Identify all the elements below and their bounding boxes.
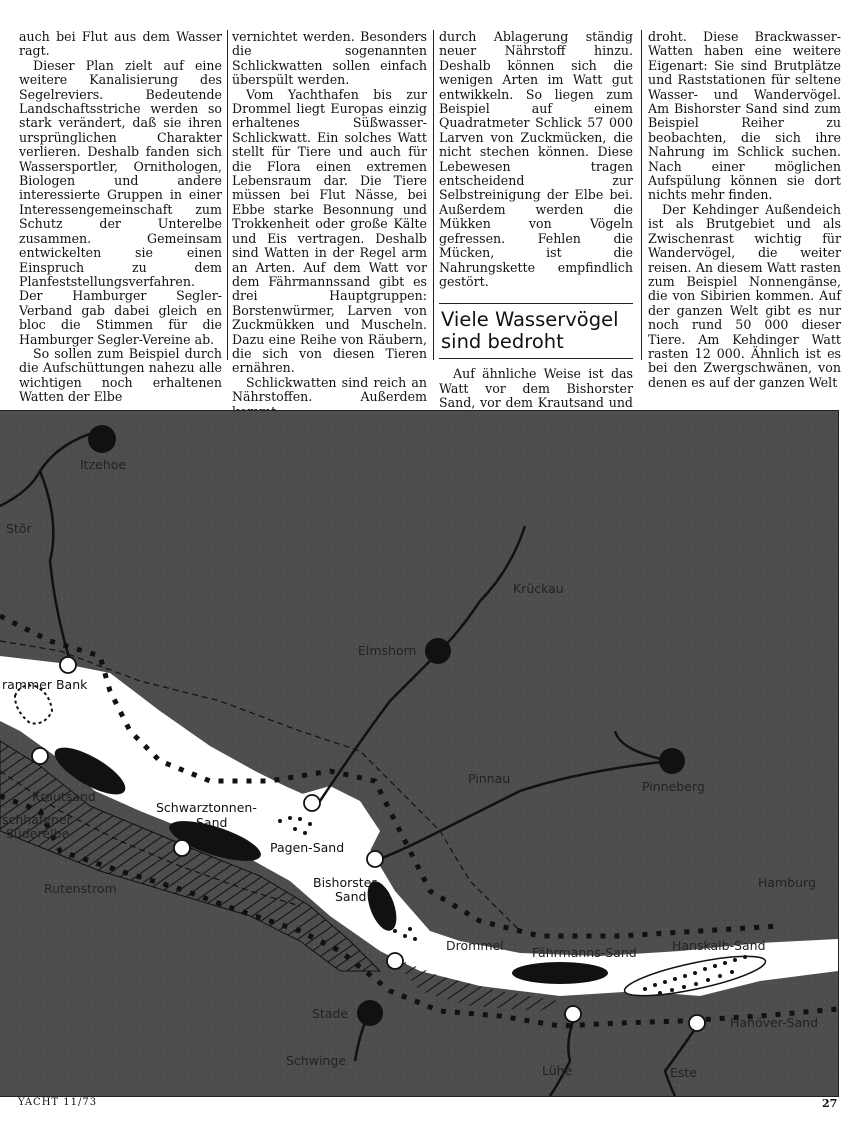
sand-bank bbox=[512, 962, 608, 984]
column-rule bbox=[433, 30, 434, 360]
paragraph: Dieser Plan zielt auf eine weitere Kanalisierung des Segelreviers. Bedeutende Landschaftsstriche werden so stark verändert, daß sie ihren ursprünglichen Charakter verlieren. Deshalb fanden sich Wassersportler, Ornithologen, Biologen und andere interessierte Gruppen in einer Interessengemeinschaft zum Schutz der Unterelbe zusammen. Gemeinsam entwickelten sie einen Einspruch zu dem Planfeststellungsverfahren. Der Hamburger Segler-Verband gab dabei gleich en bloc die Stimmen für die Hamburger Segler-Vereine ab. bbox=[19, 57, 222, 347]
label-krueckau: Krückau bbox=[513, 581, 564, 596]
label-stade: Stade bbox=[312, 1006, 349, 1021]
page-number: 27 bbox=[822, 1097, 838, 1110]
label-hamburg: Hamburg bbox=[758, 875, 816, 890]
paragraph: Der Kehdinger Außendeich ist als Brutgebiet und als Zwischenrast wichtig für Wandervögel, die weiter reisen. An diesem Watt rasten zum Beispiel Nonnengänse, die von Sibirien kommen. Auf der ganzen Welt gibt es nur noch rund 50 000 dieser Tiere. Am Kehdinger Watt rasten 12 000. Ähnlich ist es bei den Zwergschwänen, von denen es auf der ganzen Welt bbox=[648, 201, 841, 390]
paragraph: Schlickwatten sind reich an Nährstoffen. Außerdem bbox=[232, 374, 427, 405]
text-column-2 bbox=[232, 30, 427, 419]
town-stade bbox=[357, 1000, 383, 1026]
text-column-4 bbox=[648, 30, 841, 390]
label-schwarztonnen: Schwarztonnen- bbox=[156, 800, 257, 815]
town-pinneberg bbox=[659, 748, 685, 774]
label-bishorster-2: Sand bbox=[335, 889, 367, 904]
label-este: Este bbox=[670, 1065, 698, 1080]
label-bishorster: Bishorster bbox=[313, 875, 377, 890]
label-stoer: Stör bbox=[6, 521, 32, 536]
text-column-3 bbox=[439, 30, 633, 425]
paragraph: vernichtet werden. Besonders die sogenannten Schlickwatten sollen einfach überspült werden. bbox=[232, 29, 427, 88]
label-schwarztonnen-2: Sand bbox=[196, 815, 228, 830]
paragraph: droht. Diese Brackwasser-Watten haben eine weitere Eigenart: Sie sind Brutplätze und Raststationen für seltene Wasser- und Wandervögel. Am Bishorster Sand sind zum Beispiel Reiher zu beobachten, die sich ihre Nahrung im Schlick suchen. Nach einer möglichen Aufspülung können sie dort nichts mehr finden. bbox=[648, 29, 841, 203]
paragraph: auch bei Flut aus dem Wasser ragt. bbox=[19, 29, 222, 59]
label-schafener: schhafener bbox=[2, 812, 72, 827]
paragraph: Auf ähnliche Weise ist das Watt vor dem Bishorster Sand, vor dem Krautsand und bbox=[439, 366, 633, 411]
label-rammer-bank: rammer Bank bbox=[2, 677, 88, 692]
column-rule bbox=[227, 30, 228, 360]
label-suederelbe: Süderelbe bbox=[6, 826, 70, 841]
label-pinnau: Pinnau bbox=[468, 771, 511, 786]
label-hanskalb-sand: Hanskalb-Sand bbox=[672, 938, 766, 953]
elbe-map bbox=[0, 410, 839, 1097]
label-itzehoe: Itzehoe bbox=[80, 457, 127, 472]
section-headline: Viele Wasservögel sind bedroht bbox=[439, 303, 633, 359]
label-pagen-sand: Pagen-Sand bbox=[270, 840, 345, 855]
label-krautsand: Krautsand bbox=[32, 789, 96, 804]
paragraph: durch Ablagerung ständig neuer Nährstoff hinzu. Deshalb können sich die wenigen Arten im Watt gut entwikkeln. So liegen zum Beispiel auf einem Quadratmeter Schlick 57 000 Larven von Zuckmücken, die nicht stechen können. Diese Lebewesen tragen entscheidend zur Selbstreinigung der Elbe bei. Außerdem werden die Mükken von Vögeln gefressen. Fehlen die Mücken, ist die Nahrungskette empfindlich gestört. bbox=[439, 29, 633, 289]
label-pinneberg: Pinneberg bbox=[642, 779, 705, 794]
label-faehrmanns-sand: Fährmanns-Sand bbox=[532, 945, 637, 960]
town-itzehoe bbox=[88, 425, 116, 453]
label-drommel: Drommel bbox=[446, 938, 504, 953]
label-schwinge: Schwinge bbox=[286, 1053, 346, 1068]
label-rutenstrom: Rutenstrom bbox=[44, 881, 117, 896]
label-luehe: Lühe bbox=[542, 1063, 573, 1078]
label-elmshorn: Elmshorn bbox=[358, 643, 417, 658]
label-hanoever-sand: Hanöver-Sand bbox=[730, 1015, 819, 1030]
footer-publication: YACHT 11/73 bbox=[18, 1097, 98, 1108]
column-rule bbox=[641, 30, 642, 360]
town-elmshorn bbox=[425, 638, 451, 664]
paragraph: Vom Yachthafen bis zur Drommel liegt Europas einzig erhaltenes Süßwasser-Schlickwatt. Ein solches Watt stellt für Tiere und auch für die Flora einen extremen Lebensraum dar. Die Tiere müssen bei Flut Nässe, bei Ebbe starke Besonnung und Trokkenheit oder große Kälte und Eis vertragen. Deshalb sind Watten in der Regel arm an Arten. Auf dem Watt vor dem Fährmannssand gibt es drei Hauptgruppen: Borstenwürmer, Larven von Zuckmükken und Muscheln. Dazu eine Reihe von Räubern, die sich von diesen Tieren ernähren. bbox=[232, 86, 427, 376]
text-column-1 bbox=[19, 30, 222, 405]
paragraph: So sollen zum Beispiel durch die Aufschüttungen nahezu alle wichtigen noch erhaltenen Watten der Elbe bbox=[19, 345, 222, 405]
